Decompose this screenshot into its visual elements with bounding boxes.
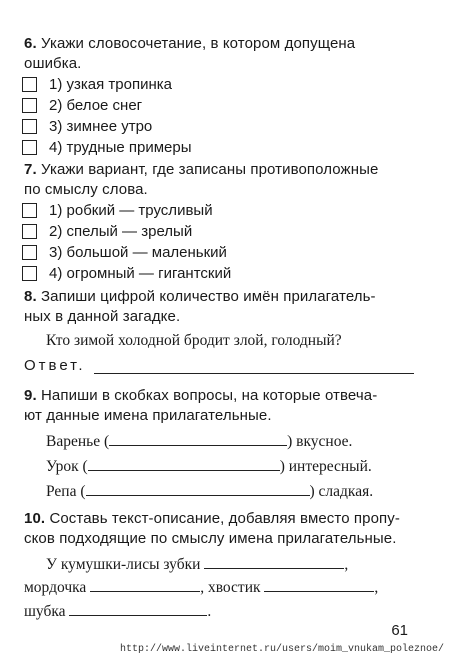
- q10-blank-3[interactable]: [264, 577, 374, 592]
- q9-item-3: Репа ( ) сладкая.: [46, 483, 374, 500]
- q8-text-line2: ных в данной загадке.: [24, 308, 181, 325]
- checkbox[interactable]: [22, 245, 37, 260]
- q6-option-3[interactable]: 3) зимнее утро: [22, 116, 422, 137]
- question-9: [24, 386, 416, 426]
- q7-options: [22, 200, 422, 284]
- q7-option-4[interactable]: 4) огромный — гигантский: [22, 263, 422, 284]
- question-6: [24, 34, 416, 74]
- checkbox[interactable]: [22, 77, 37, 92]
- q9-text-line2: ют данные имена прилагательные.: [24, 407, 272, 424]
- q7-text-line1: Укажи вариант, где записаны противоположные: [41, 161, 379, 178]
- q6-options: [22, 74, 422, 158]
- q8-text-line1: Запиши цифрой количество имён прилагатель-: [41, 288, 376, 305]
- q10-text-line2: сков подходящие по смыслу имена прилагательные.: [24, 530, 397, 547]
- page-number: 61: [391, 622, 408, 639]
- q7-option-2[interactable]: 2) спелый — зрелый: [22, 221, 422, 242]
- question-10: [24, 509, 416, 549]
- source-url: http://www.liveinternet.ru/users/moim_vnukam_poleznoe/: [120, 644, 445, 655]
- q6-option-2[interactable]: 2) белое снег: [22, 95, 422, 116]
- q9-blank-2[interactable]: [88, 456, 280, 471]
- checkbox[interactable]: [22, 224, 37, 239]
- q10-line-1: У кумушки-лисы зубки ,: [46, 556, 349, 573]
- q10-number: 10.: [24, 510, 46, 527]
- q6-text-line2: ошибка.: [24, 55, 82, 72]
- checkbox[interactable]: [22, 119, 37, 134]
- checkbox[interactable]: [22, 266, 37, 281]
- q7-text-line2: по смыслу слова.: [24, 181, 148, 198]
- q6-number: 6.: [24, 35, 37, 52]
- q7-option-3[interactable]: 3) большой — маленький: [22, 242, 422, 263]
- checkbox[interactable]: [22, 203, 37, 218]
- checkbox[interactable]: [22, 140, 37, 155]
- q10-line-3: шубка .: [24, 603, 212, 620]
- q10-blank-1[interactable]: [204, 554, 344, 569]
- q8-answer-label: Ответ.: [24, 357, 86, 374]
- question-8: [24, 287, 416, 327]
- q9-blank-1[interactable]: [109, 431, 287, 446]
- q8-answer-field[interactable]: [94, 359, 414, 374]
- q9-blank-3[interactable]: [86, 481, 310, 496]
- q7-option-1[interactable]: 1) робкий — трусливый: [22, 200, 422, 221]
- q7-number: 7.: [24, 161, 37, 178]
- checkbox[interactable]: [22, 98, 37, 113]
- q6-text-line1: Укажи словосочетание, в котором допущена: [41, 35, 356, 52]
- q8-number: 8.: [24, 288, 37, 305]
- q8-riddle: Кто зимой холодной бродит злой, голодный?: [46, 332, 342, 349]
- q10-blank-2[interactable]: [90, 577, 200, 592]
- q8-answer-row: [24, 357, 86, 374]
- q9-item-1: Варенье ( ) вкусное.: [46, 433, 353, 450]
- q10-text-line1: Составь текст-описание, добавляя вместо пропу-: [49, 510, 400, 527]
- question-7: [24, 160, 416, 200]
- q9-number: 9.: [24, 387, 37, 404]
- q9-text-line1: Напиши в скобках вопросы, на которые отвеча-: [41, 387, 378, 404]
- q9-item-2: Урок ( ) интересный.: [46, 458, 372, 475]
- q10-line-2: мордочка , хвостик ,: [24, 579, 379, 596]
- q10-blank-4[interactable]: [69, 601, 207, 616]
- q6-option-1[interactable]: 1) узкая тропинка: [22, 74, 422, 95]
- q6-option-4[interactable]: 4) трудные примеры: [22, 137, 422, 158]
